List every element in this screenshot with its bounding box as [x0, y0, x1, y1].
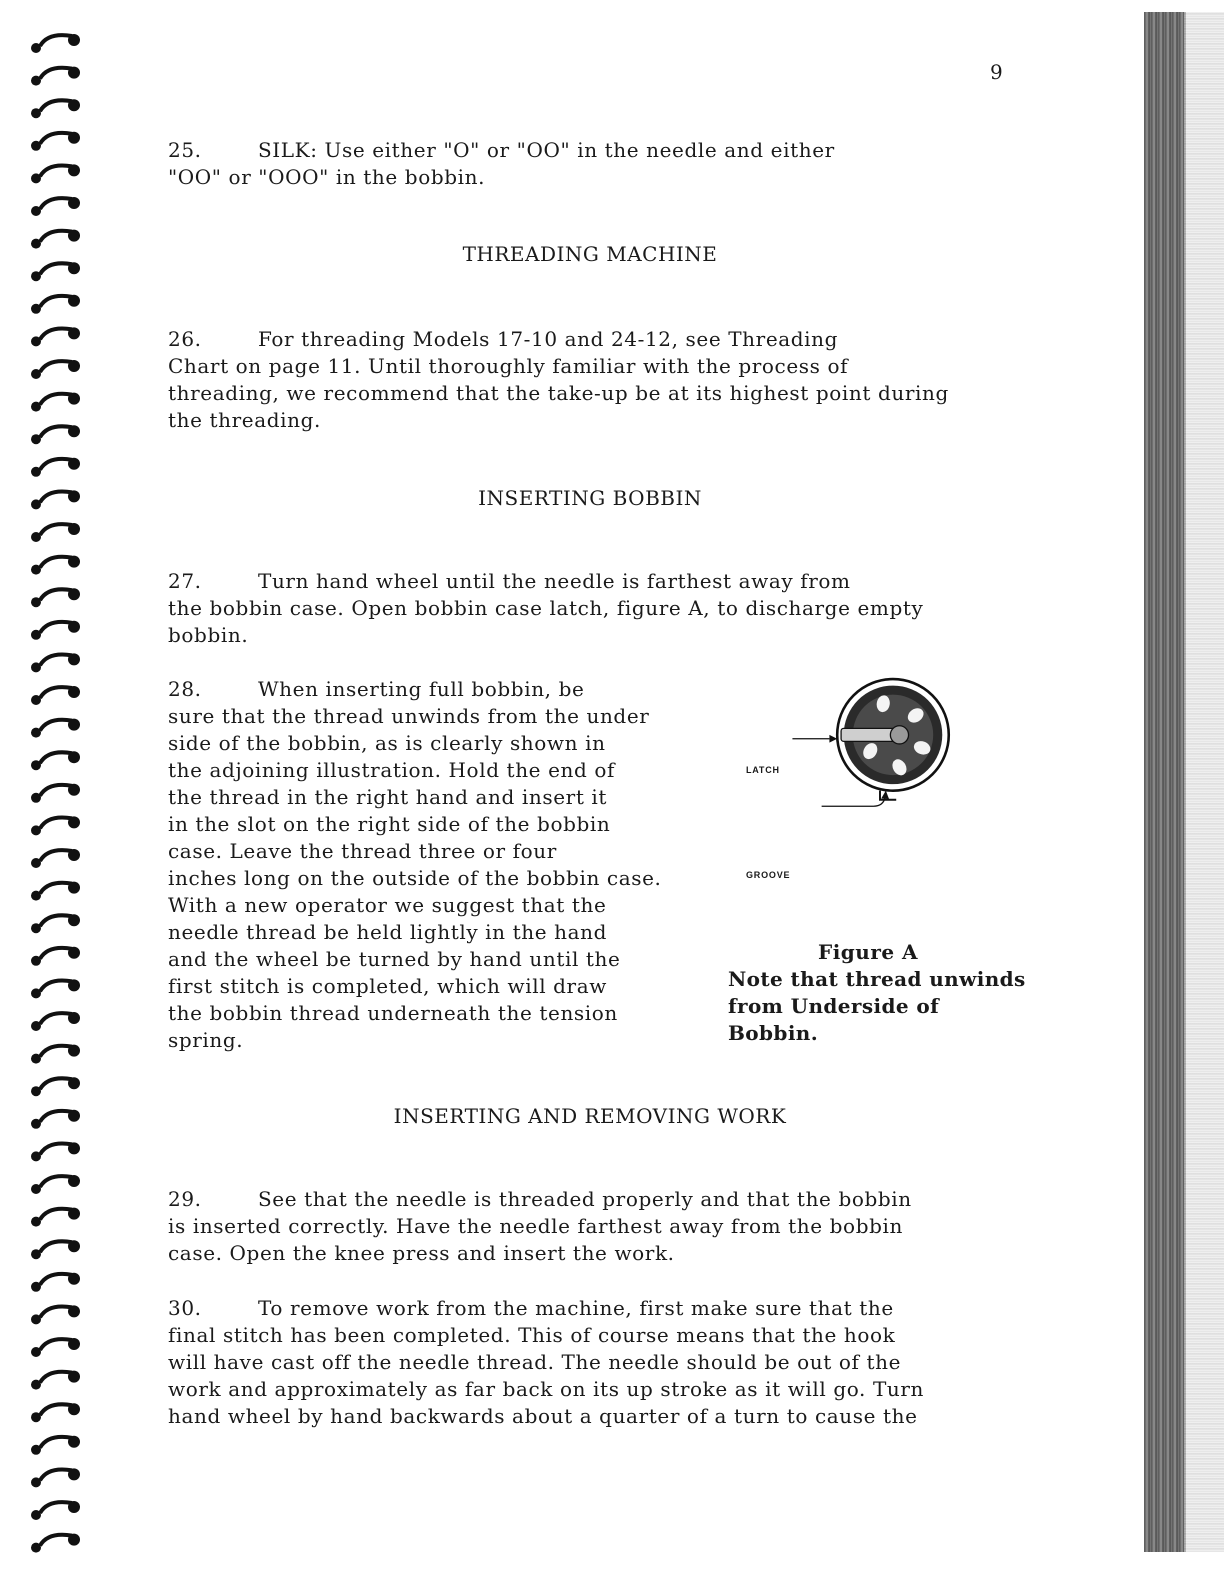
spiral-coil [31, 523, 80, 542]
spiral-coil [31, 1371, 80, 1390]
spiral-coil [31, 1175, 80, 1194]
paragraph-text: For threading Models 17-10 and 24-12, see Threading [258, 327, 839, 351]
paragraph-number: 29. [168, 1187, 202, 1211]
groove-arrow-head [881, 791, 889, 799]
paragraph-27-line-3: bobbin. [168, 623, 249, 647]
spiral-coil [31, 816, 80, 835]
paragraph-28-line-10: needle thread be held lightly in the hand [168, 920, 608, 944]
spiral-coil [31, 1142, 80, 1161]
paragraph-text: When inserting full bobbin, be [258, 677, 585, 701]
spiral-coil [31, 458, 80, 477]
spiral-coil [31, 719, 80, 738]
paragraph-28-line-4: the adjoining illustration. Hold the end of [168, 758, 615, 782]
paragraph-number: 25. [168, 138, 202, 162]
paragraph-28-line-11: and the wheel be turned by hand until the [168, 947, 621, 971]
spiral-coil [31, 132, 80, 151]
paragraph-28-line-12: first stitch is completed, which will draw [168, 974, 607, 998]
spiral-coil [31, 1305, 80, 1324]
spiral-coil [31, 1403, 80, 1422]
paragraph-30-line-3: will have cast off the needle thread. The needle should be out of the [168, 1350, 902, 1374]
spiral-coil [31, 295, 80, 314]
spiral-coil [31, 1208, 80, 1227]
spiral-coil [31, 979, 80, 998]
figure-title: Figure A [818, 940, 919, 964]
paragraph-text: SILK: Use either "O" or "OO" in the needle and either [258, 138, 835, 162]
spiral-coil [31, 849, 80, 868]
figure-caption-line-1: Note that thread unwinds [728, 967, 1026, 991]
paragraph-26-line-3: threading, we recommend that the take-up be at its highest point during [168, 381, 949, 405]
paragraph-30-line-1 [168, 1295, 1028, 1322]
paragraph-29-line-1 [168, 1186, 1028, 1213]
paragraph-28-line-6: in the slot on the right side of the bobbin [168, 812, 611, 836]
paragraph-28-line-2: sure that the thread unwinds from the under [168, 704, 650, 728]
spiral-coil [31, 653, 80, 672]
spiral-coil [31, 947, 80, 966]
paragraph-25-line-2: "OO" or "OOO" in the bobbin. [168, 165, 486, 189]
spiral-coil [31, 164, 80, 183]
spiral-coil [31, 1468, 80, 1487]
spiral-coil [31, 588, 80, 607]
spiral-coil [31, 34, 80, 53]
figure-label-latch: LATCH [746, 765, 780, 775]
spiral-coil [31, 882, 80, 901]
paragraph-25 [168, 137, 988, 191]
paragraph-27-line-2: the bobbin case. Open bobbin case latch, figure A, to discharge empty [168, 596, 924, 620]
paragraph-30-line-5: hand wheel by hand backwards about a quarter of a turn to cause the [168, 1404, 918, 1428]
paragraph-28-line-14: spring. [168, 1028, 244, 1052]
spiral-coil [31, 1240, 80, 1259]
paragraph-28 [168, 676, 728, 1054]
paragraph-28-line-8: inches long on the outside of the bobbin case. [168, 866, 662, 890]
paragraph-number: 30. [168, 1296, 202, 1320]
spiral-coil [31, 67, 80, 86]
paragraph-26-line-1 [168, 326, 1028, 353]
paragraph-29 [168, 1186, 1028, 1267]
heading-inserting-removing-work: INSERTING AND REMOVING WORK [393, 1104, 787, 1128]
spiral-coil [31, 1273, 80, 1292]
page-edge-texture [1184, 12, 1224, 1552]
spiral-coil [31, 1012, 80, 1031]
spiral-coil [31, 1338, 80, 1357]
paragraph-number: 27. [168, 569, 202, 593]
spiral-coil [31, 425, 80, 444]
figure-label-groove: GROOVE [746, 870, 791, 880]
spiral-coil [31, 914, 80, 933]
paragraph-30-line-2: final stitch has been completed. This of course means that the hook [168, 1323, 896, 1347]
figure-caption-line-3: Bobbin. [728, 1021, 819, 1045]
spiral-coil [31, 1534, 80, 1553]
spiral-coil [31, 1436, 80, 1455]
paragraph-text: See that the needle is threaded properly and that the bobbin [258, 1187, 912, 1211]
paragraph-28-line-9: With a new operator we suggest that the [168, 893, 607, 917]
paragraph-27-line-1 [168, 568, 1028, 595]
spiral-coil [31, 197, 80, 216]
spiral-coil [31, 1501, 80, 1520]
paragraph-27 [168, 568, 1028, 649]
paragraph-28-line-1 [168, 676, 728, 703]
spiral-coil [31, 99, 80, 118]
paragraph-text: Turn hand wheel until the needle is farthest away from [258, 569, 851, 593]
paragraph-text: To remove work from the machine, first make sure that the [258, 1296, 894, 1320]
spiral-coil [31, 556, 80, 575]
heading-threading-machine: THREADING MACHINE [462, 242, 718, 266]
paragraph-28-line-7: case. Leave the thread three or four [168, 839, 557, 863]
paragraph-number: 28. [168, 677, 202, 701]
spiral-coil [31, 1077, 80, 1096]
paragraph-29-line-2: is inserted correctly. Have the needle farthest away from the bobbin [168, 1214, 903, 1238]
paragraph-28-line-3: side of the bobbin, as is clearly shown in [168, 731, 606, 755]
paragraph-25-line-1 [168, 137, 988, 164]
paragraph-30-line-4: work and approximately as far back on its up stroke as it will go. Turn [168, 1377, 925, 1401]
page-number: 9 [990, 60, 1003, 84]
paragraph-30 [168, 1295, 1028, 1430]
paragraph-29-line-3: case. Open the knee press and insert the work. [168, 1241, 675, 1265]
spiral-coil [31, 360, 80, 379]
paragraph-28-line-13: the bobbin thread underneath the tension [168, 1001, 618, 1025]
spiral-coil [31, 327, 80, 346]
bobbin-center [890, 726, 908, 744]
spiral-coil [31, 393, 80, 412]
paragraph-26-line-4: the threading. [168, 408, 321, 432]
figure-caption-line-2: from Underside of [728, 994, 940, 1018]
spiral-coil [31, 621, 80, 640]
figure-caption [728, 966, 1028, 1047]
spiral-coil [31, 1045, 80, 1064]
paragraph-26 [168, 326, 1028, 434]
spiral-coil [31, 784, 80, 803]
spiral-coil [31, 751, 80, 770]
paragraph-28-line-5: the thread in the right hand and insert it [168, 785, 608, 809]
paragraph-number: 26. [168, 327, 202, 351]
spiral-coil [31, 686, 80, 705]
paragraph-26-line-2: Chart on page 11. Until thoroughly familiar with the process of [168, 354, 849, 378]
heading-inserting-bobbin: INSERTING BOBBIN [478, 486, 702, 510]
